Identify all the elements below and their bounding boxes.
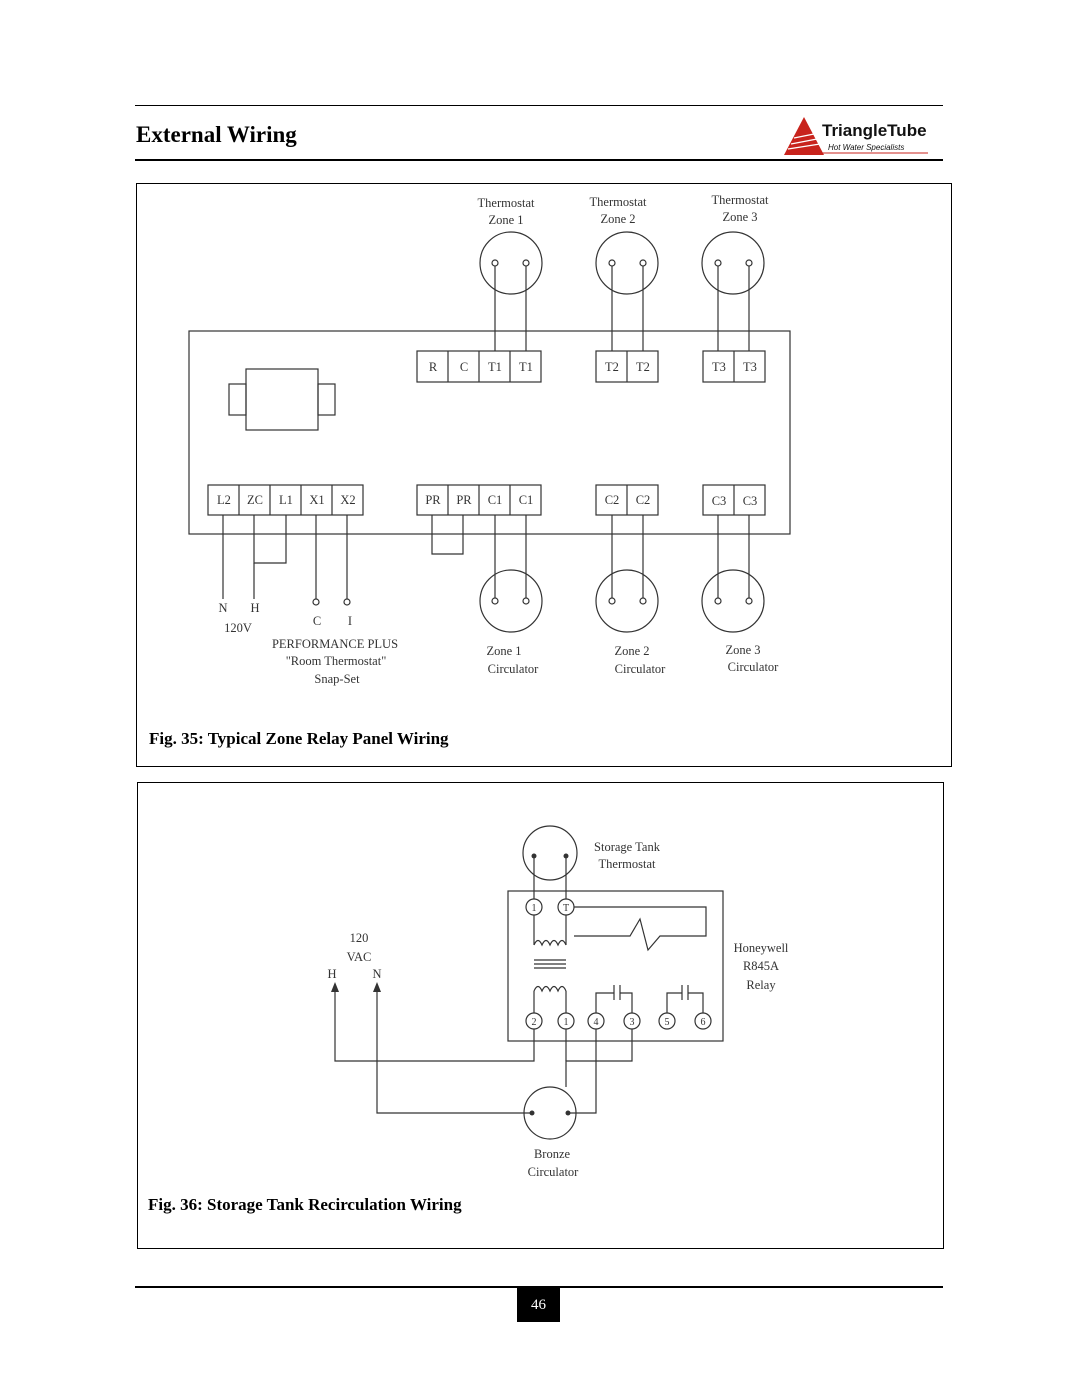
terminal-c: C	[459, 360, 469, 374]
logo-tagline-text: Hot Water Specialists	[828, 143, 905, 152]
thermostat-1-label-line2: Zone 1	[488, 213, 524, 227]
figure-35-caption: Fig. 35: Typical Zone Relay Panel Wiring	[149, 729, 449, 748]
thermostat-zone-1	[480, 232, 542, 294]
performance-label-line2: "Room Thermostat"	[285, 654, 387, 668]
terminal-x1: X1	[309, 493, 325, 507]
terminal-c2-b: C2	[635, 493, 651, 507]
terminal-pr-b: PR	[456, 493, 472, 507]
logo-brand-text: TriangleTube	[822, 121, 927, 140]
thermostat-1-label-line1: Thermostat	[477, 196, 535, 210]
page-title: External Wiring	[136, 122, 297, 147]
thermostat-3-label-line2: Zone 3	[722, 210, 758, 224]
power-h-label: H	[250, 601, 260, 615]
relay-terminal-4: 4	[593, 1017, 599, 1028]
relay-terminal-1-top: 1	[531, 903, 537, 914]
terminal-c3-a: C3	[711, 494, 727, 508]
relay-terminal-5: 5	[664, 1017, 670, 1028]
circulator-zone-1	[480, 570, 542, 632]
power-n-label: N	[218, 601, 228, 615]
thermostat-2-label-line2: Zone 2	[600, 212, 636, 226]
terminal-l1: L1	[279, 493, 293, 507]
circulator-zone-2	[596, 570, 658, 632]
relay-terminal-2: 2	[531, 1017, 537, 1028]
terminal-x2: X2	[340, 493, 356, 507]
relay-label-line3: Relay	[746, 978, 776, 992]
circulator-2-label-line2: Circulator	[614, 662, 666, 676]
storage-tank-thermostat	[523, 826, 577, 880]
relay-terminal-6: 6	[700, 1017, 706, 1028]
terminal-c3-b: C3	[742, 494, 758, 508]
terminal-c1-b: C1	[518, 493, 534, 507]
supply-h-label: H	[327, 967, 337, 981]
circulator-zone-3	[702, 570, 764, 632]
performance-label-line3: Snap-Set	[314, 672, 360, 686]
circulator-2-label-line1: Zone 2	[614, 644, 650, 658]
terminal-c1-a: C1	[487, 493, 503, 507]
circulator-3-label-line2: Circulator	[727, 660, 779, 674]
thermostat-zone-3	[702, 232, 764, 294]
relay-terminal-t-top: T	[562, 903, 570, 914]
transformer	[246, 369, 318, 430]
thermostat-2-label-line1: Thermostat	[589, 195, 647, 209]
terminal-c2-a: C2	[604, 493, 620, 507]
terminal-r: R	[428, 360, 438, 374]
terminal-t3-b: T3	[743, 360, 757, 374]
terminal-zc: ZC	[247, 493, 263, 507]
supply-n-label: N	[372, 967, 382, 981]
power-voltage-label: 120V	[224, 621, 252, 635]
circulator-1-label-line2: Circulator	[487, 662, 539, 676]
circulator-1-label-line1: Zone 1	[486, 644, 522, 658]
storage-tank-recirculation-diagram	[0, 780, 1080, 1200]
circulator-3-label-line1: Zone 3	[725, 643, 761, 657]
relay-label-line1: Honeywell	[733, 941, 789, 955]
terminal-t3-a: T3	[712, 360, 726, 374]
storage-thermostat-label-line2: Thermostat	[598, 857, 656, 871]
storage-thermostat-label-line1: Storage Tank	[594, 840, 660, 854]
terminal-t2-a: T2	[605, 360, 619, 374]
terminal-t1-b: T1	[519, 360, 533, 374]
performance-label-line1: PERFORMANCE PLUS	[271, 637, 399, 651]
figure-36-caption: Fig. 36: Storage Tank Recirculation Wiring	[148, 1195, 462, 1214]
terminal-t1-a: T1	[488, 360, 502, 374]
power-c-label: C	[312, 614, 322, 628]
thermostat-zone-2	[596, 232, 658, 294]
circulator-label-line2: Circulator	[527, 1165, 579, 1179]
power-i-label: I	[347, 614, 353, 628]
relay-label-line2: R845A	[742, 959, 780, 973]
terminal-l2: L2	[217, 493, 231, 507]
terminal-t2-b: T2	[636, 360, 650, 374]
circulator-label-line1: Bronze	[533, 1147, 571, 1161]
page-number: 46	[517, 1288, 560, 1322]
supply-label-line2: VAC	[346, 950, 372, 964]
thermostat-3-label-line1: Thermostat	[711, 193, 769, 207]
terminal-pr-a: PR	[425, 493, 441, 507]
supply-label-line1: 120	[349, 931, 369, 945]
relay-terminal-3: 3	[629, 1017, 635, 1028]
relay-terminal-1: 1	[563, 1017, 569, 1028]
